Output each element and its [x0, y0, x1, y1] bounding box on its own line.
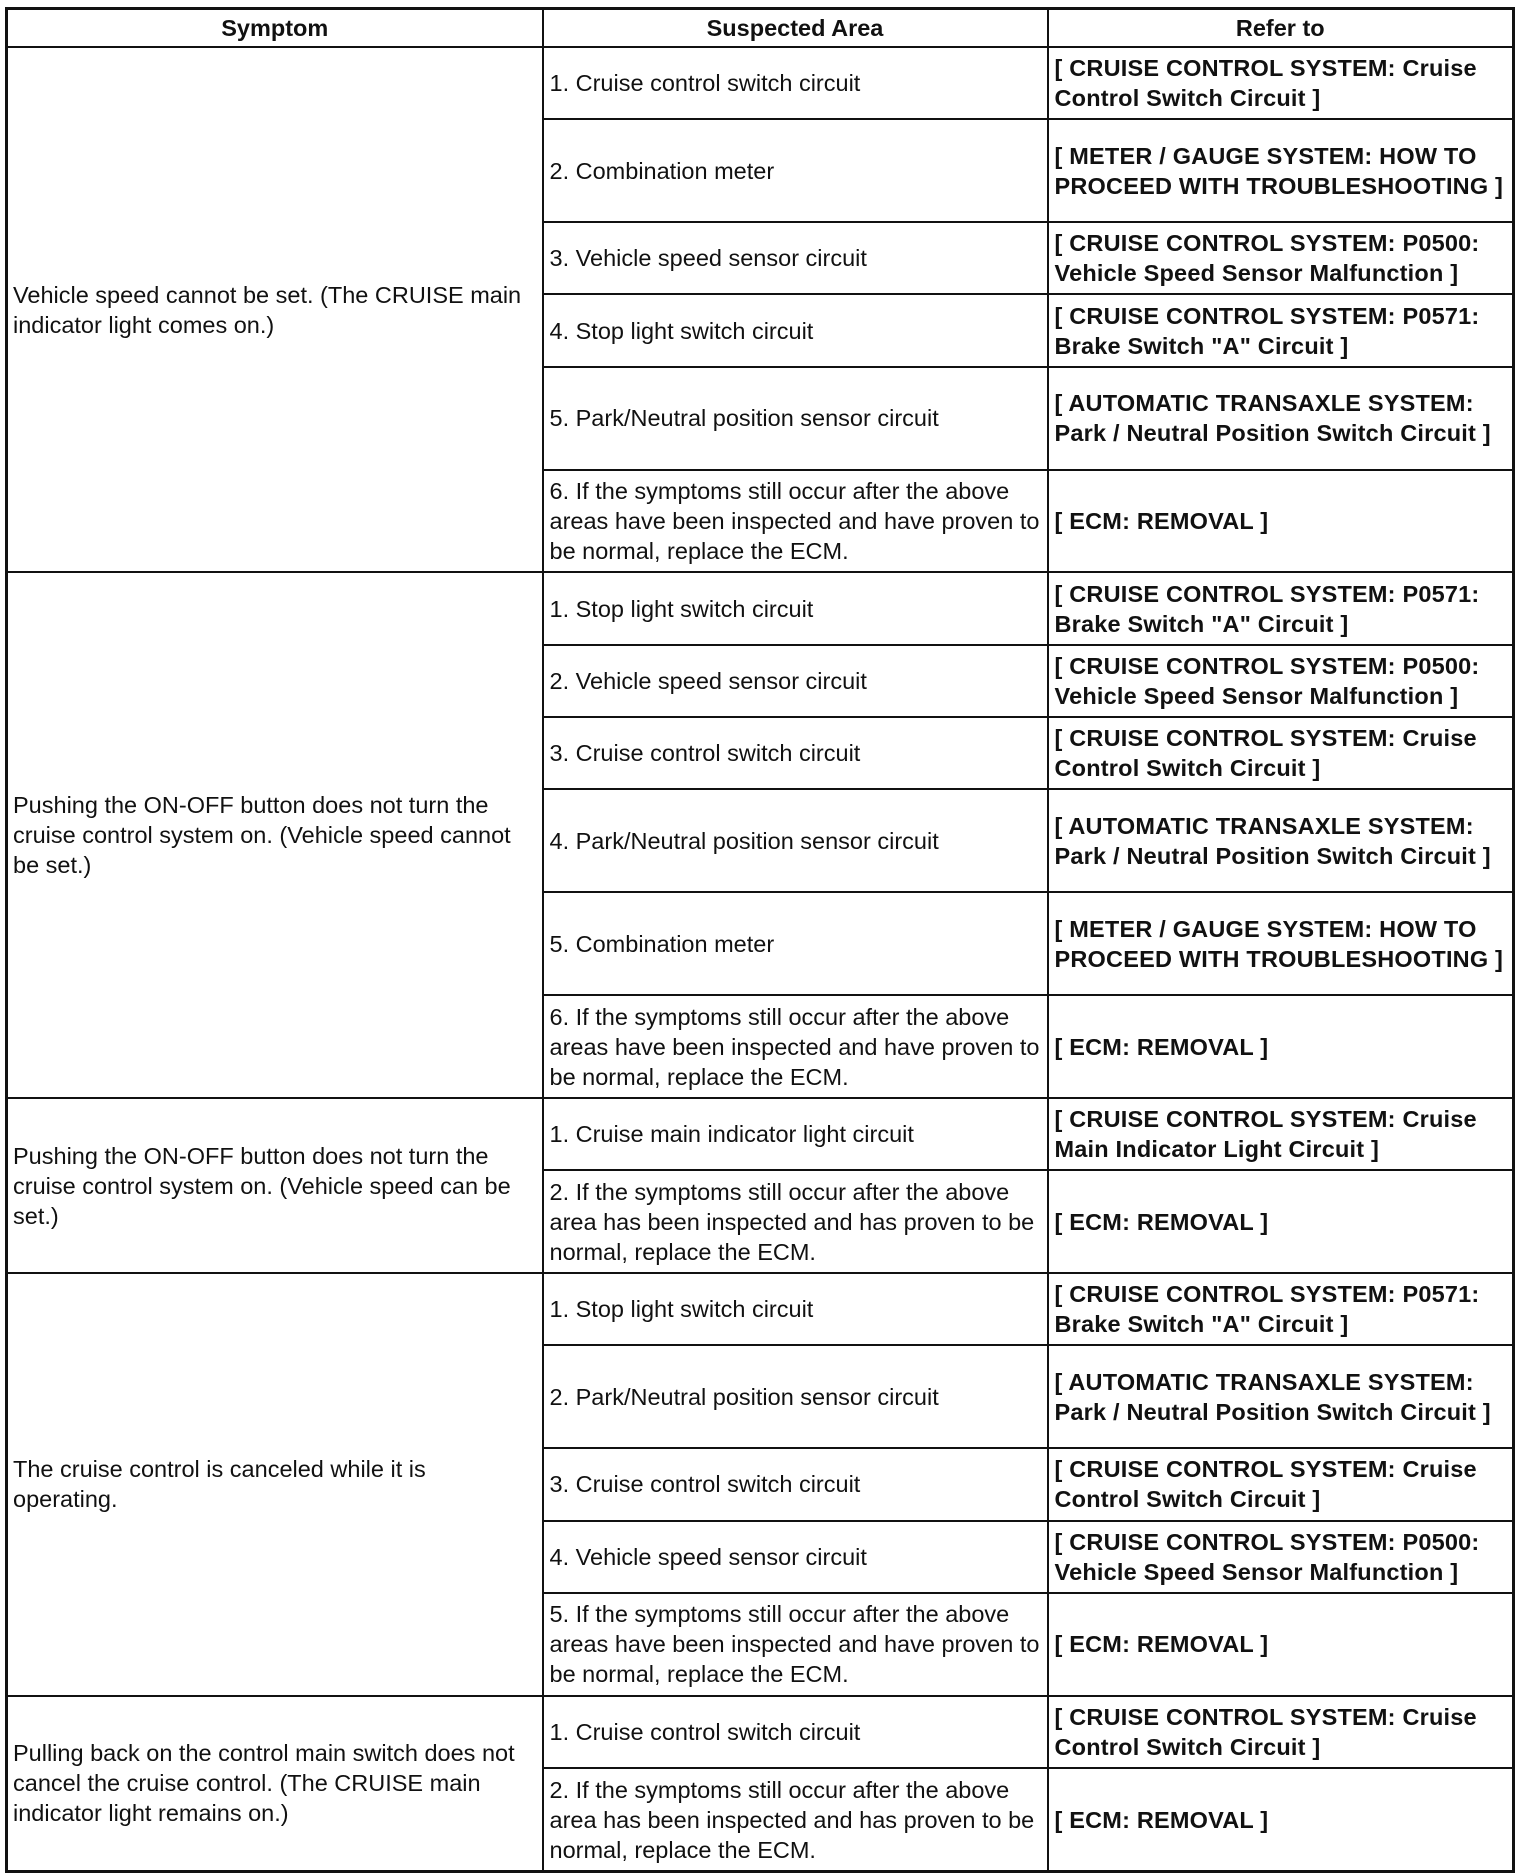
symptom-cell: Vehicle speed cannot be set. (The CRUISE main indicator light comes on.) — [7, 47, 543, 572]
refer-to-cell: [ ECM: REMOVAL ] — [1048, 1170, 1514, 1273]
table-row — [7, 47, 1514, 119]
refer-to-cell: [ ECM: REMOVAL ] — [1048, 1768, 1514, 1872]
refer-to-cell: [ CRUISE CONTROL SYSTEM: P0500: Vehicle Speed Sensor Malfunction ] — [1048, 222, 1514, 294]
troubleshooting-table-container — [5, 7, 1512, 1873]
refer-to-cell: [ AUTOMATIC TRANSAXLE SYSTEM: Park / Neutral Position Switch Circuit ] — [1048, 1345, 1514, 1448]
refer-to-cell: [ CRUISE CONTROL SYSTEM: Cruise Control Switch Circuit ] — [1048, 717, 1514, 789]
suspected-area-cell: 2. Vehicle speed sensor circuit — [543, 645, 1048, 717]
refer-to-cell: [ CRUISE CONTROL SYSTEM: Cruise Control Switch Circuit ] — [1048, 47, 1514, 119]
refer-to-cell: [ METER / GAUGE SYSTEM: HOW TO PROCEED WITH TROUBLESHOOTING ] — [1048, 892, 1514, 995]
symptom-cell: Pulling back on the control main switch does not cancel the cruise control. (The CRUISE main indicator light remains on.) — [7, 1696, 543, 1872]
symptom-cell: The cruise control is canceled while it is operating. — [7, 1273, 543, 1696]
refer-to-cell: [ ECM: REMOVAL ] — [1048, 1593, 1514, 1696]
suspected-area-cell: 1. Cruise control switch circuit — [543, 47, 1048, 119]
header-suspected-area: Suspected Area — [543, 9, 1048, 48]
suspected-area-cell: 4. Stop light switch circuit — [543, 294, 1048, 366]
suspected-area-cell: 2. Park/Neutral position sensor circuit — [543, 1345, 1048, 1448]
refer-to-cell: [ CRUISE CONTROL SYSTEM: P0571: Brake Switch "A" Circuit ] — [1048, 1273, 1514, 1345]
refer-to-cell: [ CRUISE CONTROL SYSTEM: Cruise Control Switch Circuit ] — [1048, 1696, 1514, 1768]
suspected-area-cell: 2. If the symptoms still occur after the above area has been inspected and has proven to be normal, replace the ECM. — [543, 1170, 1048, 1273]
suspected-area-cell: 5. If the symptoms still occur after the above areas have been inspected and have proven to be normal, replace the ECM. — [543, 1593, 1048, 1696]
suspected-area-cell: 6. If the symptoms still occur after the above areas have been inspected and have proven to be normal, replace the ECM. — [543, 995, 1048, 1098]
symptom-cell: Pushing the ON-OFF button does not turn the cruise control system on. (Vehicle speed cannot be set.) — [7, 572, 543, 1097]
refer-to-cell: [ ECM: REMOVAL ] — [1048, 995, 1514, 1098]
suspected-area-cell: 5. Combination meter — [543, 892, 1048, 995]
table-row — [7, 1273, 1514, 1345]
refer-to-cell: [ METER / GAUGE SYSTEM: HOW TO PROCEED WITH TROUBLESHOOTING ] — [1048, 119, 1514, 222]
table-row — [7, 1098, 1514, 1170]
suspected-area-cell: 3. Cruise control switch circuit — [543, 717, 1048, 789]
refer-to-cell: [ CRUISE CONTROL SYSTEM: P0571: Brake Switch "A" Circuit ] — [1048, 294, 1514, 366]
header-row — [7, 9, 1514, 48]
suspected-area-cell: 6. If the symptoms still occur after the above areas have been inspected and have proven to be normal, replace the ECM. — [543, 470, 1048, 573]
suspected-area-cell: 5. Park/Neutral position sensor circuit — [543, 367, 1048, 470]
header-refer-to: Refer to — [1048, 9, 1514, 48]
refer-to-cell: [ CRUISE CONTROL SYSTEM: P0571: Brake Switch "A" Circuit ] — [1048, 572, 1514, 644]
refer-to-cell: [ CRUISE CONTROL SYSTEM: P0500: Vehicle Speed Sensor Malfunction ] — [1048, 645, 1514, 717]
header-symptom: Symptom — [7, 9, 543, 48]
refer-to-cell: [ AUTOMATIC TRANSAXLE SYSTEM: Park / Neutral Position Switch Circuit ] — [1048, 789, 1514, 892]
suspected-area-cell: 1. Stop light switch circuit — [543, 1273, 1048, 1345]
refer-to-cell: [ ECM: REMOVAL ] — [1048, 470, 1514, 573]
suspected-area-cell: 3. Vehicle speed sensor circuit — [543, 222, 1048, 294]
suspected-area-cell: 3. Cruise control switch circuit — [543, 1448, 1048, 1520]
suspected-area-cell: 4. Vehicle speed sensor circuit — [543, 1521, 1048, 1593]
refer-to-cell: [ CRUISE CONTROL SYSTEM: P0500: Vehicle Speed Sensor Malfunction ] — [1048, 1521, 1514, 1593]
refer-to-cell: [ CRUISE CONTROL SYSTEM: Cruise Main Indicator Light Circuit ] — [1048, 1098, 1514, 1170]
symptom-cell: Pushing the ON-OFF button does not turn the cruise control system on. (Vehicle speed can be set.) — [7, 1098, 543, 1273]
table-row — [7, 572, 1514, 644]
suspected-area-cell: 1. Cruise main indicator light circuit — [543, 1098, 1048, 1170]
table-row — [7, 1696, 1514, 1768]
refer-to-cell: [ AUTOMATIC TRANSAXLE SYSTEM: Park / Neutral Position Switch Circuit ] — [1048, 367, 1514, 470]
suspected-area-cell: 1. Stop light switch circuit — [543, 572, 1048, 644]
suspected-area-cell: 4. Park/Neutral position sensor circuit — [543, 789, 1048, 892]
suspected-area-cell: 2. If the symptoms still occur after the above area has been inspected and has proven to be normal, replace the ECM. — [543, 1768, 1048, 1872]
refer-to-cell: [ CRUISE CONTROL SYSTEM: Cruise Control Switch Circuit ] — [1048, 1448, 1514, 1520]
suspected-area-cell: 2. Combination meter — [543, 119, 1048, 222]
symptom-table — [5, 7, 1515, 1873]
suspected-area-cell: 1. Cruise control switch circuit — [543, 1696, 1048, 1768]
